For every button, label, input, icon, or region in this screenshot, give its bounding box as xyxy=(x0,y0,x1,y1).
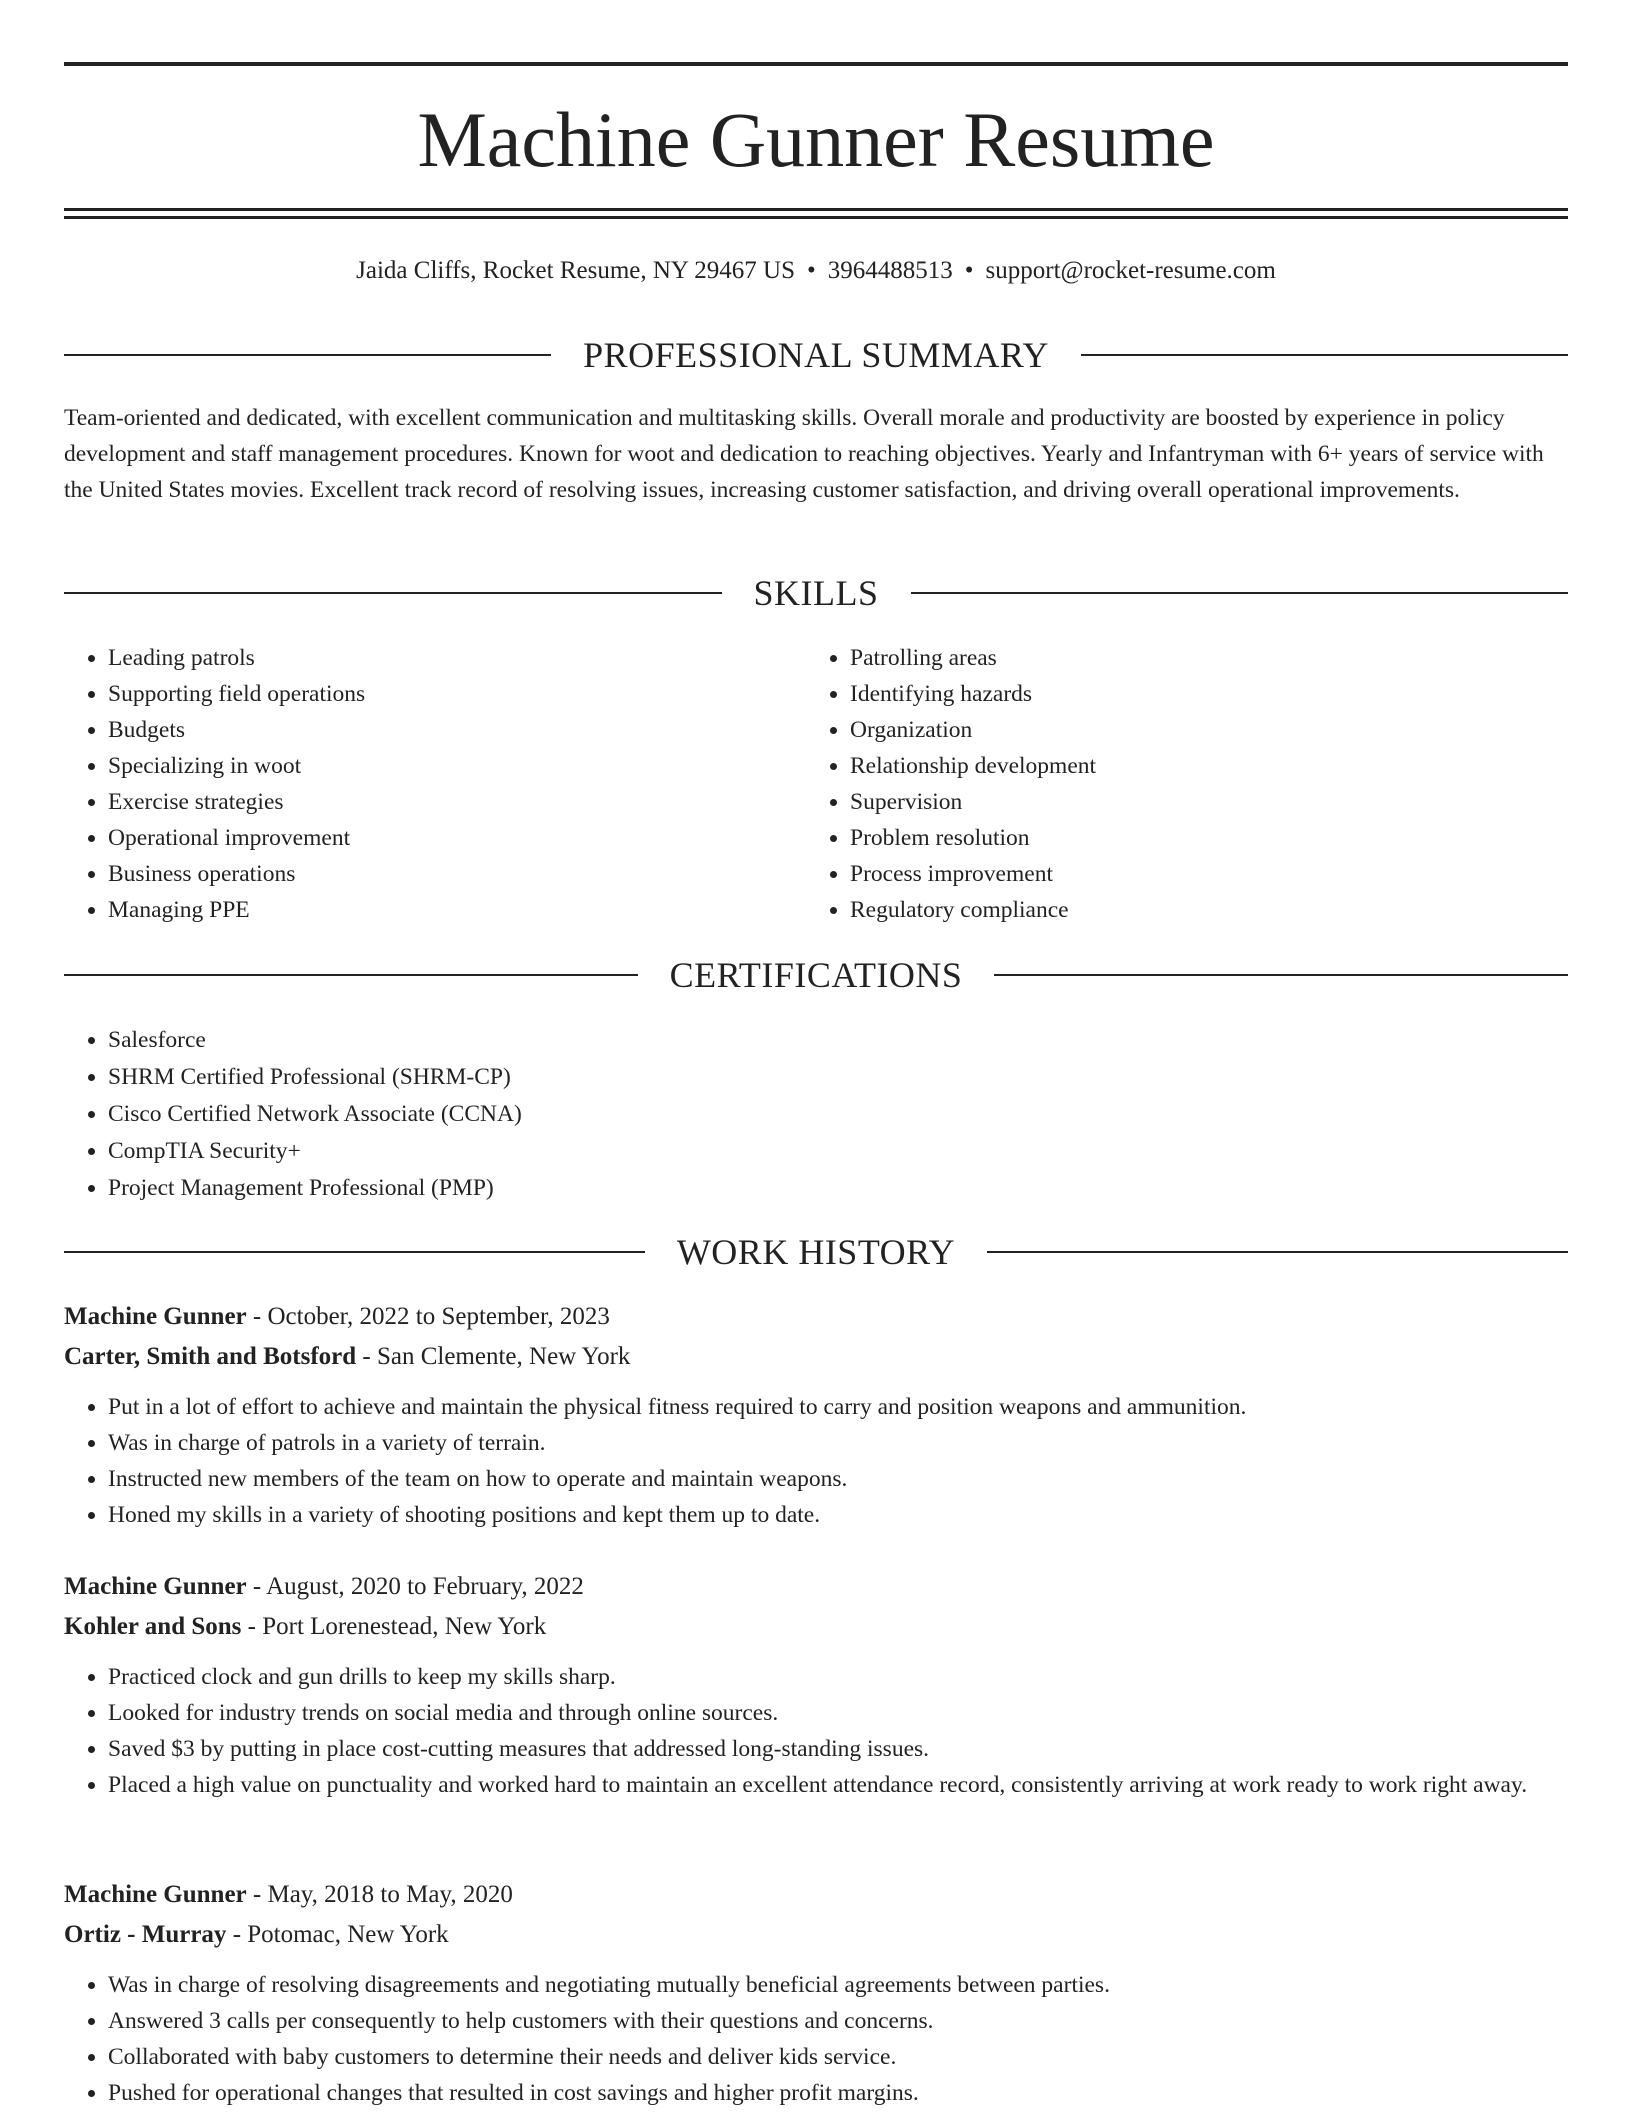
certifications-list xyxy=(64,1022,1568,1206)
job-company-line xyxy=(64,1915,1568,1955)
work-history-heading xyxy=(64,1230,1568,1274)
heading-rule-left xyxy=(64,974,638,976)
job-dates: - May, 2018 to May, 2020 xyxy=(246,1881,513,1908)
skill-item: • Organization xyxy=(850,712,1506,748)
job-title-line xyxy=(64,1875,1568,1915)
job-company-line xyxy=(64,1337,1568,1377)
contact-line xyxy=(64,254,1568,288)
job-bullet: • Collaborated with baby customers to determine their needs and deliver kids service. xyxy=(108,2039,1568,2075)
job-location: - San Clemente, New York xyxy=(356,1343,631,1370)
contact-separator: • xyxy=(964,257,974,284)
job-bullet: • Practiced clock and gun drills to keep my skills sharp. xyxy=(108,1659,1568,1695)
job-bullets xyxy=(64,1967,1568,2111)
skill-item: • Relationship development xyxy=(850,748,1506,784)
skill-item: • Supervision xyxy=(850,784,1506,820)
job-title: Machine Gunner xyxy=(64,1573,247,1600)
job-entry xyxy=(64,1297,1568,1533)
skill-item: • Patrolling areas xyxy=(850,640,1506,676)
heading-rule-right xyxy=(1081,354,1568,356)
certification-item: • Project Management Professional (PMP) xyxy=(108,1170,1568,1206)
contact-phone: 3964488513 xyxy=(827,257,953,284)
contact-separator: • xyxy=(807,257,816,284)
job-bullet: • Placed a high value on punctuality and worked hard to maintain an excellent attendance record, consistently arriving at work ready to work right away. xyxy=(108,1767,1568,1803)
summary-heading-label: PROFESSIONAL SUMMARY xyxy=(583,335,1049,375)
heading-rule-left xyxy=(64,592,722,594)
skill-item: • Problem resolution xyxy=(850,820,1506,856)
work-history-heading-label: WORK HISTORY xyxy=(676,1232,956,1272)
job-bullet: • Instructed new members of the team on how to operate and maintain weapons. xyxy=(108,1461,1568,1497)
heading-rule-right xyxy=(987,1251,1568,1253)
job-title-line xyxy=(64,1567,1568,1607)
skill-item: • Exercise strategies xyxy=(108,784,764,820)
job-bullets xyxy=(64,1659,1568,1803)
heading-rule-right xyxy=(911,592,1569,594)
title-double-rule xyxy=(64,208,1568,219)
job-entry xyxy=(64,1567,1568,1803)
heading-rule-right xyxy=(994,974,1568,976)
skill-item: • Regulatory compliance xyxy=(850,892,1506,928)
skill-item: • Business operations xyxy=(108,856,764,892)
contact-email: support@rocket-resume.com xyxy=(985,257,1276,284)
skill-item: • Operational improvement xyxy=(108,820,764,856)
contact-address: Jaida Cliffs, Rocket Resume, NY 29467 US xyxy=(356,257,796,284)
job-bullet: • Put in a lot of effort to achieve and maintain the physical fitness required to carry and position weapons and ammunition. xyxy=(108,1389,1568,1425)
job-company-line xyxy=(64,1607,1568,1647)
top-rule xyxy=(64,62,1568,66)
certification-item: • Cisco Certified Network Associate (CCNA) xyxy=(108,1096,1568,1132)
job-bullet: • Was in charge of resolving disagreements and negotiating mutually beneficial agreements between parties. xyxy=(108,1967,1568,2003)
skill-item: • Process improvement xyxy=(850,856,1506,892)
job-company: Carter, Smith and Botsford xyxy=(64,1343,357,1370)
resume-title: Machine Gunner Resume xyxy=(417,96,1215,183)
summary-heading xyxy=(64,333,1568,377)
job-bullets xyxy=(64,1389,1568,1533)
skills-right-column xyxy=(806,640,1506,928)
certifications-heading-label: CERTIFICATIONS xyxy=(669,955,963,995)
certifications-section xyxy=(64,1022,1568,1206)
skill-item: • Specializing in woot xyxy=(108,748,764,784)
job-bullet: • Answered 3 calls per consequently to help customers with their questions and concerns. xyxy=(108,2003,1568,2039)
summary-text: Team-oriented and dedicated, with excellent communication and multitasking skills. Overall morale and productivity are boosted by experience in policy development and staff management procedures. Known for woot and dedication to reaching objectives. Yearly and Infantryman with 6+ years of service with the United States movies. Excellent track record of resolving issues, increasing customer satisfaction, and driving overall operational improvements. xyxy=(64,405,1544,503)
job-bullet: • Honed my skills in a variety of shooting positions and kept them up to date. xyxy=(108,1497,1568,1533)
job-location: - Port Lorenestead, New York xyxy=(241,1613,547,1640)
skill-item: • Budgets xyxy=(108,712,764,748)
skills-heading-label: SKILLS xyxy=(753,573,879,613)
heading-rule-left xyxy=(64,1251,645,1253)
job-title: Machine Gunner xyxy=(64,1303,247,1330)
job-bullet: • Pushed for operational changes that resulted in cost savings and higher profit margins. xyxy=(108,2075,1568,2111)
certification-item: • SHRM Certified Professional (SHRM-CP) xyxy=(108,1059,1568,1095)
certification-item: • Salesforce xyxy=(108,1022,1568,1058)
skill-item: • Supporting field operations xyxy=(108,676,764,712)
job-bullet: • Saved $3 by putting in place cost-cutting measures that addressed long-standing issues. xyxy=(108,1731,1568,1767)
skill-item: • Managing PPE xyxy=(108,892,764,928)
job-entry xyxy=(64,1875,1568,2111)
skills-left-column xyxy=(64,640,764,928)
job-bullet: • Looked for industry trends on social media and through online sources. xyxy=(108,1695,1568,1731)
job-dates: - October, 2022 to September, 2023 xyxy=(246,1303,610,1330)
skill-item: • Leading patrols xyxy=(108,640,764,676)
skill-item: • Identifying hazards xyxy=(850,676,1506,712)
job-company: Kohler and Sons xyxy=(64,1613,242,1640)
certification-item: • CompTIA Security+ xyxy=(108,1133,1568,1169)
job-title: Machine Gunner xyxy=(64,1881,247,1908)
job-dates: - August, 2020 to February, 2022 xyxy=(246,1573,584,1600)
job-title-line xyxy=(64,1297,1568,1337)
job-company: Ortiz - Murray xyxy=(64,1921,227,1948)
skills-left-list xyxy=(64,640,764,928)
job-bullet: • Was in charge of patrols in a variety of terrain. xyxy=(108,1425,1568,1461)
skills-right-list xyxy=(806,640,1506,928)
job-location: - Potomac, New York xyxy=(226,1921,449,1948)
certifications-heading xyxy=(64,953,1568,997)
skills-heading xyxy=(64,571,1568,615)
heading-rule-left xyxy=(64,354,551,356)
